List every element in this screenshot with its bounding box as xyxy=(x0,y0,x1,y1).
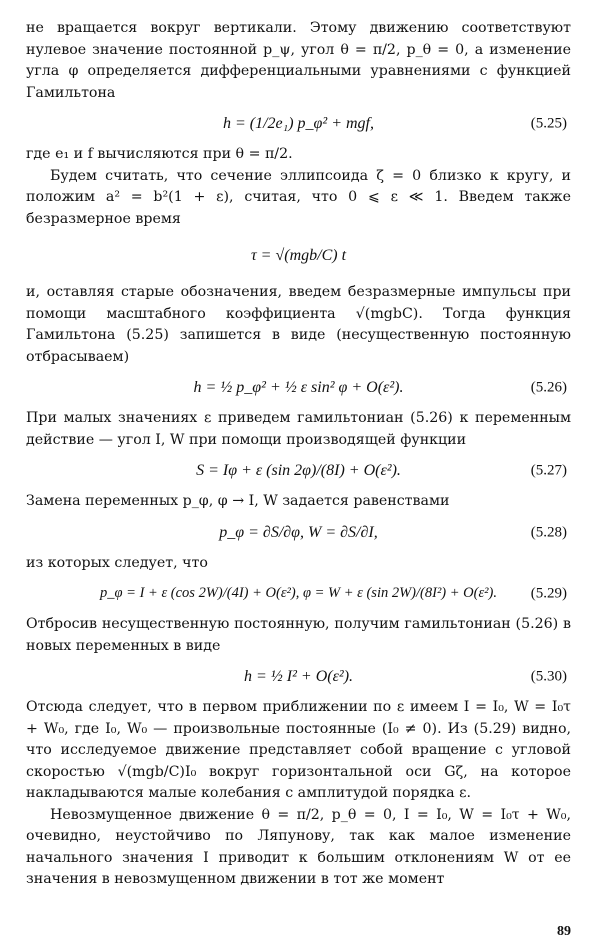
paragraph: не вращается вокруг вертикали. Этому движению соответствуют нулевое значение постоянной p_ψ, угол θ = π/2, p_θ = 0, а изменение угла φ определяется дифференциальными уравнениями с функцией Гамильтона xyxy=(26,20,571,101)
equation-5-29 xyxy=(26,574,571,614)
equation-dimensionless-time xyxy=(26,230,571,282)
paragraph: Замена переменных p_φ, φ → I, W задается равенствами xyxy=(26,493,450,509)
equation-expression: S = Iφ + ε (sin 2φ)/(8I) + O(ε²). xyxy=(196,462,401,480)
equation-expression: h = ½ I² + O(ε²). xyxy=(243,668,354,686)
equation-number: (5.25) xyxy=(530,115,567,132)
paragraph: Отсюда следует, что в первом приближении по ε имеем I = I₀, W = I₀τ + W₀, где I₀, W₀ — произвольные постоянные (I₀ ≠ 0). Из (5.29) видно, что исследуемое движение представляет собой вращение с угловой скоростью √(mgb/C)I₀ вокруг горизонтальной оси Gζ, на которое накладываются малые колебания с амплитудой порядка ε. xyxy=(26,699,571,801)
paragraph: При малых значениях ε приведем гамильтониан (5.26) к переменным действие — угол I, W при помощи производящей функции xyxy=(26,410,571,448)
equation-expression: τ = √(mgb/C) t xyxy=(250,247,347,265)
paragraph: и, оставляя старые обозначения, введем безразмерные импульсы при помощи масштабного коэффициента √(mgbC). Тогда функция Гамильтона (5.25) запишется в виде (несущественную постоянную отбрасываем) xyxy=(26,284,571,365)
page-number: 89 xyxy=(557,923,571,939)
equation-expression: p_φ = ∂S/∂φ, W = ∂S/∂I, xyxy=(219,523,378,541)
equation-number: (5.26) xyxy=(530,379,567,396)
equation-5-27 xyxy=(26,451,571,491)
equation-5-25 xyxy=(26,104,571,144)
equation-number: (5.28) xyxy=(530,523,567,540)
paragraph: Будем считать, что сечение эллипсоида ζ = 0 близко к кругу, и положим a² = b²(1 + ε), считая, что 0 ⩽ ε ≪ 1. Введем также безразмерное время xyxy=(26,167,571,227)
equation-5-30 xyxy=(26,657,571,697)
equation-number: (5.30) xyxy=(530,668,567,685)
equation-expression: p_φ = I + ε (cos 2W)/(4I) + O(ε²), φ = W + ε (sin 2W)/(8I²) + O(ε²). xyxy=(100,585,497,602)
equation-number: (5.29) xyxy=(530,585,567,602)
paragraph: из которых следует, что xyxy=(26,554,208,571)
equation-expression: h = ½ p_φ² + ½ ε sin² φ + O(ε²). xyxy=(193,379,404,397)
paragraph: Невозмущенное движение θ = π/2, p_θ = 0, I = I₀, W = I₀τ + W₀, очевидно, неустойчиво по Ляпунову, так как малое изменение начального значения I приводит к большим отклонениям W от ее значения в невозмущенном движении в тот же момент xyxy=(26,806,571,887)
equation-5-28 xyxy=(26,513,571,553)
paragraph: Отбросив несущественную постоянную, получим гамильтониан (5.26) в новых переменных в виде xyxy=(26,616,571,654)
equation-number: (5.27) xyxy=(530,462,567,479)
equation-5-26 xyxy=(26,368,571,408)
paragraph: где e₁ и f вычисляются при θ = π/2. xyxy=(26,146,293,162)
equation-expression: h = (1/2e₁) p_φ² + mgf, xyxy=(222,115,374,133)
